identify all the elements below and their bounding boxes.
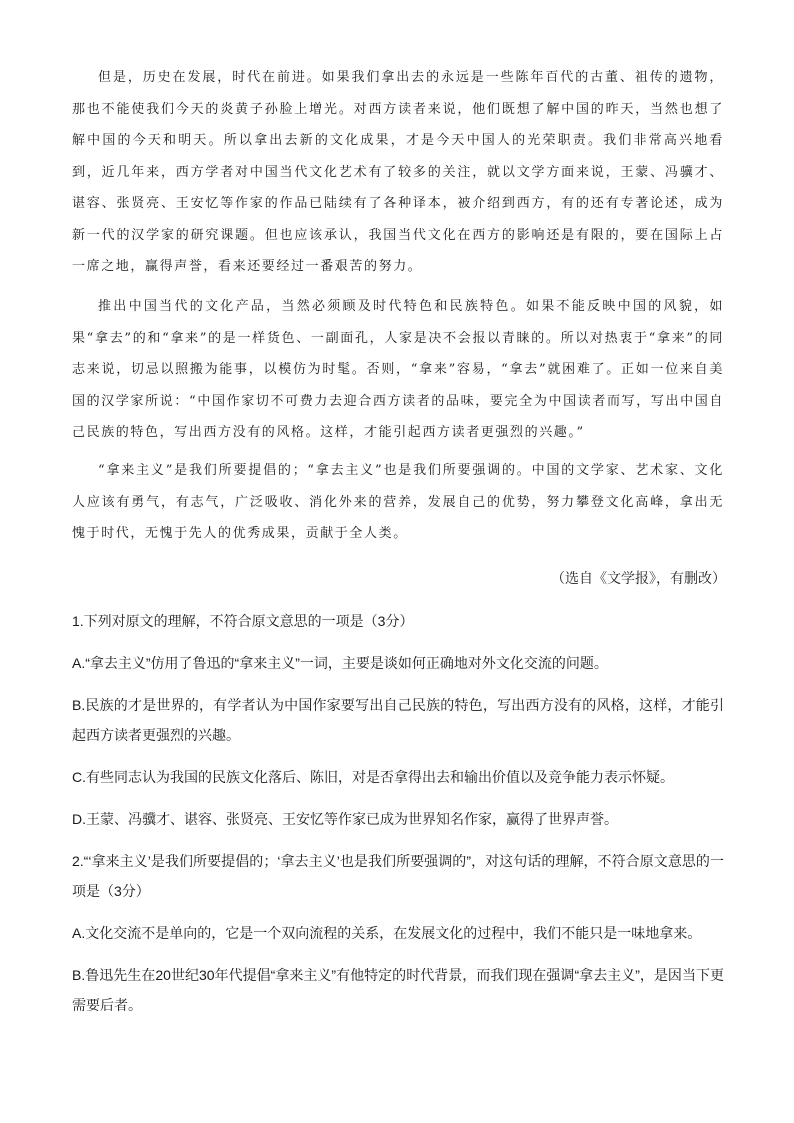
question-1-option-c: C.有些同志认为我国的民族文化落后、陈旧，对是否拿得出去和输出价值以及竞争能力表示怀疑。 xyxy=(72,769,674,785)
question-1-option-d: D.王蒙、冯骥才、谌容、张贤亮、王安忆等作家已成为世界知名作家，赢得了世界声誉。 xyxy=(72,811,618,827)
question-2-option-b: B.鲁迅先生在20世纪30年代提倡“拿来主义”有他特定的时代背景，而我们现在强调“拿去主义”，是因当下更需要后者。 xyxy=(72,967,724,1013)
question-2-option-a: A.文化交流不是单向的，它是一个双向流程的关系，在发展文化的过程中，我们不能只是一味地拿来。 xyxy=(72,925,702,941)
question-2-stem: 2.“‘拿来主义’是我们所要提倡的；‘拿去主义’也是我们所要强调的”，对这句话的理解，不符合原文意思的一项是（3分） xyxy=(72,853,724,899)
question-1-option-a: A.“拿去主义”仿用了鲁迅的“拿来主义”一词，主要是谈如何正确地对外文化交流的问题。 xyxy=(72,655,608,671)
passage-paragraph-1: 但是，历史在发展，时代在前进。如果我们拿出去的永远是一些陈年百代的古董、祖传的遗物，那也不能使我们今天的炎黄子孙脸上增光。对西方读者来说，他们既想了解中国的昨天，当然也想了解中国的今天和明天。所以拿出去新的文化成果，才是今天中国人的光荣职责。我们非常高兴地看到，近几年来，西方学者对中国当代文化艺术有了较多的关注，就以文学方面来说，王蒙、冯骥才、谌容、张贤亮、王安忆等作家的作品已陆续有了各种译本，被介绍到西方，有的还有专著论述，成为新一代的汉学家的研究课题。但也应该承认，我国当代文化在西方的影响还是有限的，要在国际上占一席之地，赢得声誉，看来还要经过一番艰苦的努力。 xyxy=(72,70,724,274)
passage-source: （选自《文学报》，有删改） xyxy=(551,572,726,587)
passage-paragraph-2: 推出中国当代的文化产品，当然必须顾及时代特色和民族特色。如果不能反映中国的风貌，如果“拿去”的和“拿来”的是一样货色、一副面孔，人家是决不会报以青睐的。所以对热衷于“拿来”的同志来说，切忌以照搬为能事，以模仿为时髦。否则，“拿来”容易，“拿去”就困难了。正如一位来自美国的汉学家所说：“中国作家切不可费力去迎合西方读者的品味，要完全为中国读者而写，写出中国自己民族的特色，写出西方没有的风格。这样，才能引起西方读者更强烈的兴趣。” xyxy=(72,299,724,440)
question-1-option-b: B.民族的才是世界的，有学者认为中国作家要写出自己民族的特色，写出西方没有的风格，这样，才能引起西方读者更强烈的兴趣。 xyxy=(72,697,724,743)
question-1-stem: 1.下列对原文的理解，不符合原文意思的一项是（3分） xyxy=(72,613,414,629)
passage-paragraph-3: “拿来主义”是我们所要提倡的；“拿去主义”也是我们所要强调的。中国的文学家、艺术家、文化人应该有勇气，有志气，广泛吸收、消化外来的营养，发展自己的优势，努力攀登文化高峰，拿出无愧于时代，无愧于先人的优秀成果，贡献于全人类。 xyxy=(72,463,724,541)
